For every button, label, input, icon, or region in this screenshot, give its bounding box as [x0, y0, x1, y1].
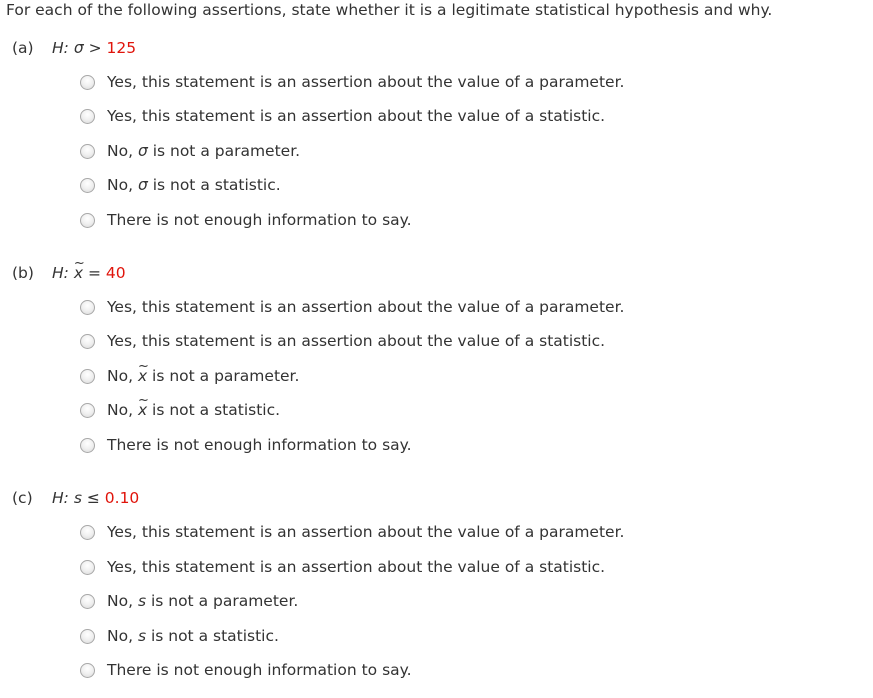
part-a-option-4[interactable] — [80, 175, 281, 195]
part-c-option-1[interactable] — [80, 522, 624, 542]
hypothesis-variable: ~ x — [74, 263, 83, 283]
part-b-option-5[interactable] — [80, 435, 412, 455]
hypothesis-operator: ≤ — [86, 489, 100, 507]
radio-button[interactable] — [80, 213, 95, 228]
option-label: No, ~ x is not a statistic. — [107, 400, 280, 420]
option-label: Yes, this statement is an assertion about the value of a statistic. — [107, 107, 606, 125]
part-a-option-3[interactable] — [80, 141, 300, 161]
hypothesis-prefix: H: — [52, 264, 69, 282]
hypothesis-prefix: H: — [52, 489, 69, 507]
hypothesis-operator: > — [88, 39, 102, 57]
part-b-option-4[interactable] — [80, 400, 280, 420]
option-label: There is not enough information to say. — [107, 661, 412, 679]
part-b-hypothesis — [12, 263, 126, 283]
hypothesis-value: 40 — [105, 264, 126, 282]
option-label: No, σ is not a parameter. — [107, 142, 301, 160]
option-label: Yes, this statement is an assertion about the value of a statistic. — [107, 332, 606, 350]
radio-button[interactable] — [80, 629, 95, 644]
radio-button[interactable] — [80, 438, 95, 453]
option-label: No, s is not a parameter. — [107, 592, 299, 610]
part-b-option-2[interactable] — [80, 331, 605, 351]
part-c-hypothesis — [12, 488, 139, 508]
part-c-option-3[interactable] — [80, 591, 298, 611]
part-b-letter: (b) — [12, 264, 34, 282]
hypothesis-prefix: H: — [52, 39, 69, 57]
hypothesis-variable: σ — [73, 39, 84, 57]
option-label: There is not enough information to say. — [107, 211, 412, 229]
radio-button[interactable] — [80, 300, 95, 315]
option-label: Yes, this statement is an assertion about the value of a parameter. — [107, 298, 625, 316]
radio-button[interactable] — [80, 178, 95, 193]
radio-button[interactable] — [80, 403, 95, 418]
hypothesis-operator: = — [87, 264, 101, 282]
option-label: Yes, this statement is an assertion about the value of a parameter. — [107, 73, 625, 91]
radio-button[interactable] — [80, 560, 95, 575]
option-label: Yes, this statement is an assertion about the value of a statistic. — [107, 558, 606, 576]
radio-button[interactable] — [80, 144, 95, 159]
part-a-letter: (a) — [12, 39, 34, 57]
option-label: Yes, this statement is an assertion about the value of a parameter. — [107, 523, 625, 541]
part-a-hypothesis — [12, 38, 136, 58]
option-label: No, ~ x is not a parameter. — [107, 366, 299, 386]
radio-button[interactable] — [80, 594, 95, 609]
hypothesis-variable: s — [73, 489, 82, 507]
part-b-option-1[interactable] — [80, 297, 624, 317]
part-a-option-1[interactable] — [80, 72, 624, 92]
part-a-option-5[interactable] — [80, 210, 412, 230]
part-c-option-4[interactable] — [80, 626, 279, 646]
radio-button[interactable] — [80, 525, 95, 540]
part-b-option-3[interactable] — [80, 366, 299, 386]
radio-button[interactable] — [80, 369, 95, 384]
part-c-option-5[interactable] — [80, 660, 412, 680]
option-label: No, s is not a statistic. — [107, 627, 279, 645]
option-label: No, σ is not a statistic. — [107, 176, 281, 194]
part-c-letter: (c) — [12, 489, 33, 507]
question-prompt: For each of the following assertions, state whether it is a legitimate statistical hypothesis and why. — [6, 1, 773, 19]
radio-button[interactable] — [80, 663, 95, 678]
option-label: There is not enough information to say. — [107, 436, 412, 454]
part-c-option-2[interactable] — [80, 557, 605, 577]
radio-button[interactable] — [80, 334, 95, 349]
hypothesis-value: 125 — [106, 39, 137, 57]
radio-button[interactable] — [80, 109, 95, 124]
radio-button[interactable] — [80, 75, 95, 90]
hypothesis-value: 0.10 — [104, 489, 140, 507]
part-a-option-2[interactable] — [80, 106, 605, 126]
